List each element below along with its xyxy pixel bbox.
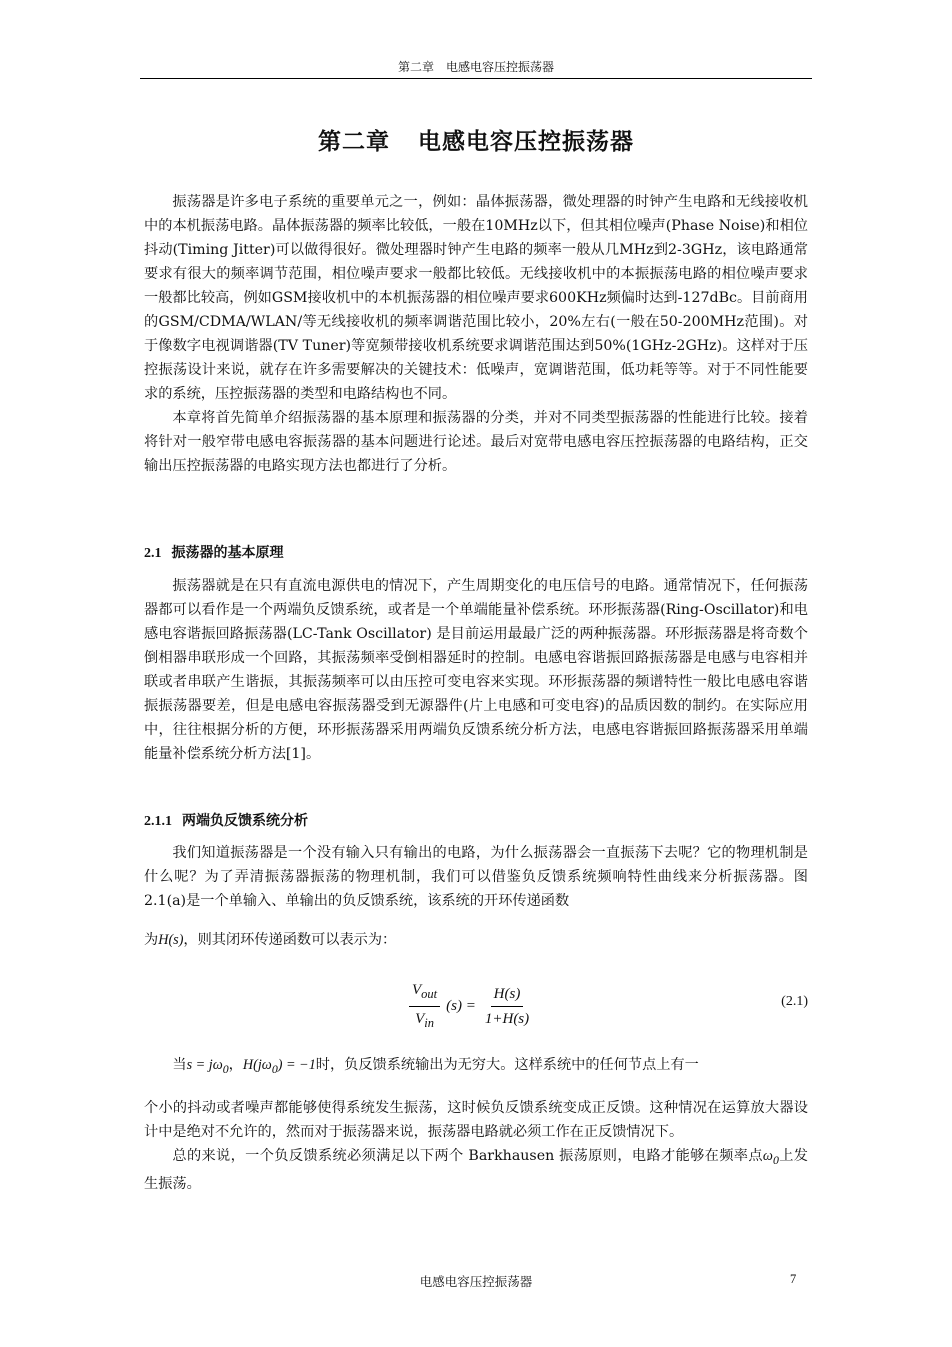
equation-number: (2.1) <box>781 994 808 1009</box>
section-2-1-1-paragraph-1: 我们知道振荡器是一个没有输入只有输出的电路，为什么振荡器会一直振荡下去呢？它的物理机制是什么呢？为了弄清振荡器振荡的物理机制，我们可以借鉴负反馈系统频响特性曲线来分析振荡器。图2.1(a)是一个单输入、单输出的负反馈系统，该系统的开环传递函数 <box>144 845 808 909</box>
section-number: 2.1 <box>144 546 162 561</box>
chapter-title-text: 电感电容压控振荡器 <box>418 129 634 155</box>
inline-math-s: $s = j\omega_0$ <box>186 1057 229 1076</box>
equation-2-1 <box>144 976 808 1036</box>
intro-text <box>144 190 808 478</box>
section-2-1-text <box>144 574 808 766</box>
rhs-fraction: $\frac{H(s)}{1+H(s)}$ <box>484 986 530 1027</box>
intro-paragraph-2: 本章将首先简单介绍振荡器的基本原理和振荡器的分类，并对不同类型振荡器的性能进行比较。接着将针对一般窄带电感电容振荡器的基本问题进行论述。最后对宽带电感电容压控振荡器的电路结构，正交输出压控振荡器的电路实现方法也都进行了分析。 <box>144 410 808 474</box>
inline-math-hs: H(s) <box>158 932 184 948</box>
inline-math-omega: $\omega_0$ <box>762 1148 779 1167</box>
intro-paragraph-1: 振荡器是许多电子系统的重要单元之一，例如：晶体振荡器，微处理器的时钟产生电路和无线接收机中的本机振荡电路。晶体振荡器的频率比较低，一般在10MHz以下，但其相位噪声(Phase Noise)和相位抖动(Timing Jitter)可以做得很好。微处理器时钟产生电路的频率一般从几MHz到2-3GHz，该电路通常要求有很大的频率调节范围，相位噪声要求一般都比较低。无线接收机中的本振振荡电路的相位噪声要求一般都比较高，例如GSM接收机中的本机振荡器的相位噪声要求600KHz频偏时达到-127dBc。目前商用的GSM/CDMA/WLAN/等无线接收机的频率调谐范围比较小，20%左右(一般在50-200MHz范围)。对于像数字电视调谐器(TV Tuner)等宽频带接收机系统要求调谐范围达到50%(1GHz-2GHz)。这样对于压控振荡设计来说，就存在许多需要解决的关键技术：低噪声，宽调谐范围，低功耗等等。对于不同性能要求的系统，压控振荡器的类型和电路结构也不同。 <box>144 194 808 402</box>
subsection-number: 2.1.1 <box>144 814 172 829</box>
lhs-argument: (s) = <box>446 998 476 1014</box>
section-title: 振荡器的基本原理 <box>171 545 284 561</box>
section-2-1-1-paragraph-2-first-line: 当$s = j\omega_0$，$H(j\omega_0) = -1$时，负反馈系统输出为无穷大。这样系统中的任何节点上有一 <box>172 1057 699 1076</box>
header-rule <box>140 78 812 79</box>
section-heading-2-1-1 <box>144 811 808 832</box>
transfer-function-line: 为H(s)，则其闭环传递函数可以表示为： <box>144 932 397 948</box>
chapter-title <box>140 126 812 158</box>
section-2-1-paragraph-1: 振荡器就是在只有直流电源供电的情况下，产生周期变化的电压信号的电路。通常情况下，任何振荡器都可以看作是一个两端负反馈系统，或者是一个单端能量补偿系统。环形振荡器(Ring-Oscillator)和电感电容谐振回路振荡器(LC-Tank Oscillator) 是目前运用最最广泛的两种振荡器。环形振荡器是将奇数个倒相器串联形成一个回路，其振荡频率受倒相器延时的控制。电感电容谐振回路振荡器是电感与电容相并联或者串联产生谐振，其振荡频率可以由压控可变电容来实现。环形振荡器的频谱特性一般比电感电容谐振振荡器要差，但是电感电容振荡器受到无源器件(片上电感和可变电容)的品质因数的制约。在实际应用中，往往根据分析的方便，环形振荡器采用两端负反馈系统分析方法，电感电容谐振回路振荡器采用单端能量补偿系统分析方法[1]。 <box>144 578 808 762</box>
section-heading-2-1 <box>144 543 808 564</box>
section-2-1-1-text <box>144 841 808 913</box>
inline-math-h: $H(j\omega_0) = -1$ <box>242 1057 316 1076</box>
lhs-fraction: $\frac{V_{out}}{V_{in}}$ <box>409 980 440 1033</box>
page-number: 7 <box>790 1272 797 1286</box>
section-2-1-1-paragraph-2-rest: 个小的抖动或者噪声都能够使得系统发生振荡，这时候负反馈系统变成正反馈。这种情况在运算放大器设计中是绝对不允许的，然而对于振荡器来说，振荡器电路就必须工作在正反馈情况下。 总的来说，一个负反馈系统必须满足以下两个 Barkhausen 振荡原则，电路才能够在频率点$\omega_0$上发生振荡。 <box>144 1100 808 1192</box>
chapter-number: 第二章 <box>318 129 390 155</box>
subsection-title: 两端负反馈系统分析 <box>182 813 308 829</box>
equation-body <box>409 980 532 1033</box>
footer-title: 电感电容压控振荡器 <box>419 1274 533 1289</box>
running-header: 第二章 电感电容压控振荡器 <box>397 60 554 74</box>
